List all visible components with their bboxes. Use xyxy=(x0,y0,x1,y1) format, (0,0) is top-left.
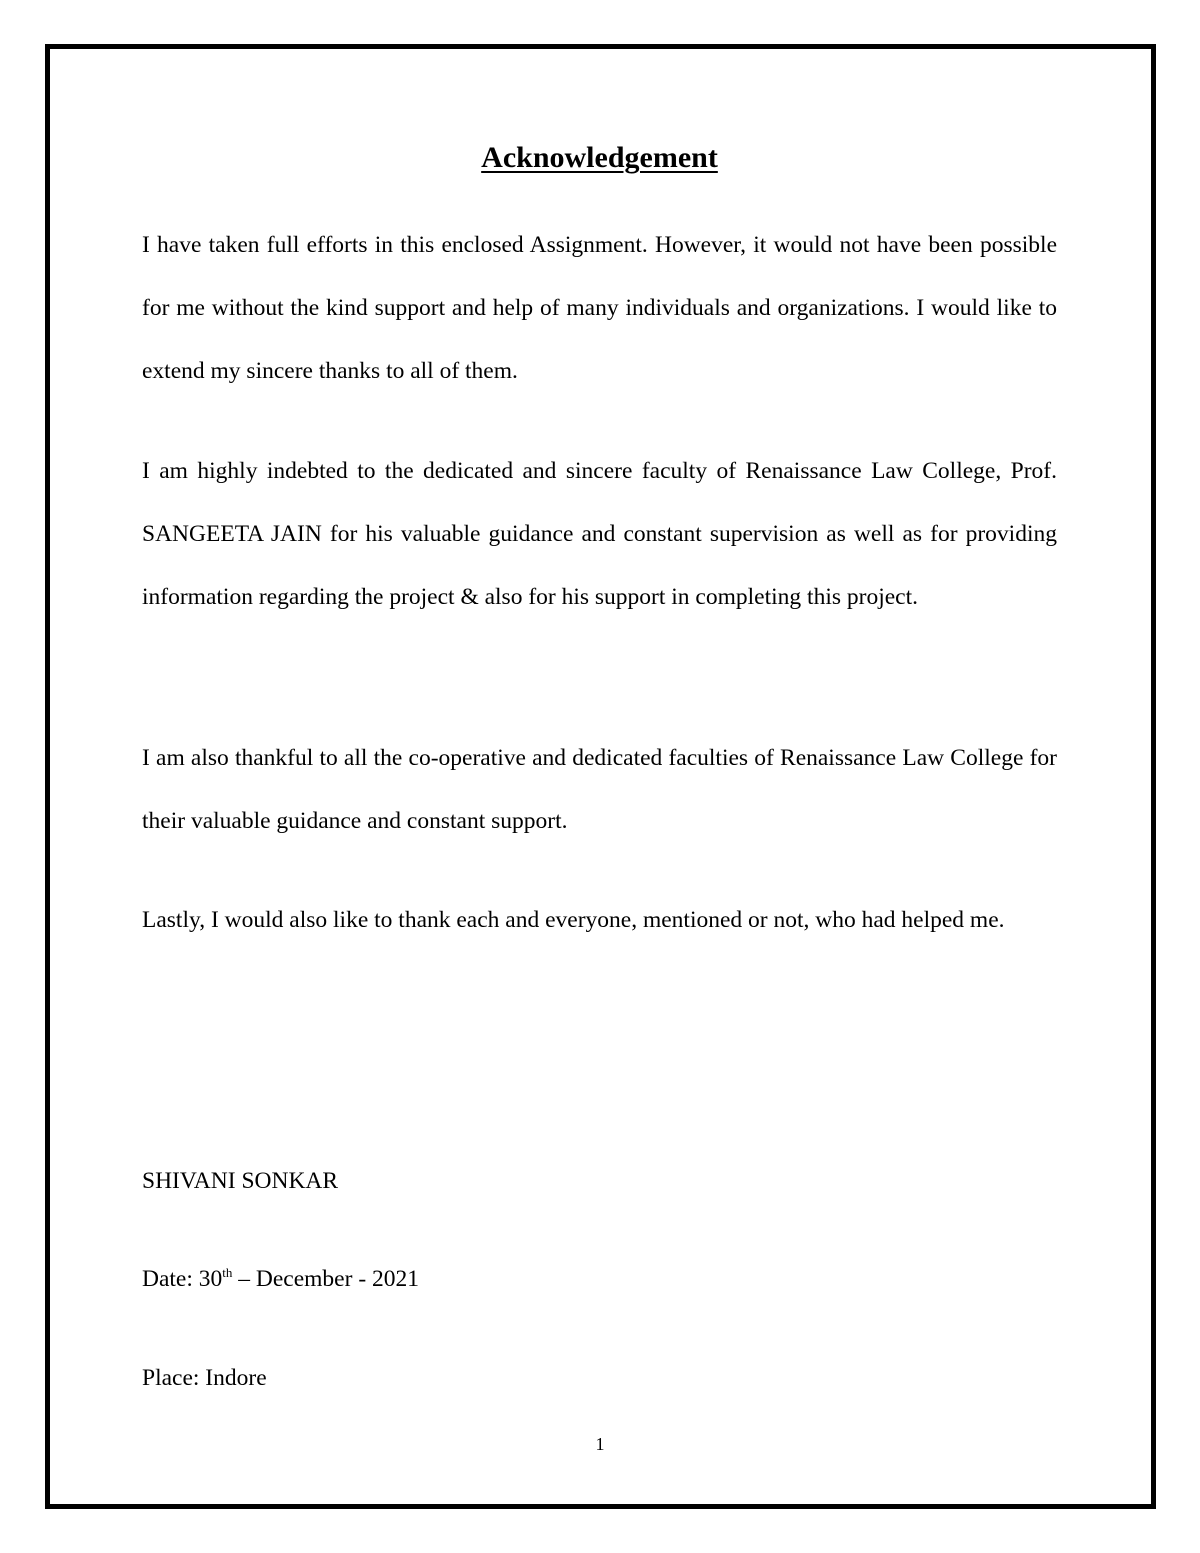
paragraph-faculty-guide: I am highly indebted to the dedicated and sincere faculty of Renaissance Law College, Prof. SANGEETA JAIN for his valuable guidance and constant supervision as well as for providing information regarding the project & also for his support in completing this project. xyxy=(142,458,1057,610)
paragraph-closing: Lastly, I would also like to thank each and everyone, mentioned or not, who had helped me. xyxy=(142,907,1005,933)
date-line xyxy=(142,1264,419,1294)
page-title: Acknowledgement xyxy=(481,141,718,174)
date-prefix: Date: 30 xyxy=(142,1266,223,1292)
paragraph-efforts: I have taken full efforts in this enclosed Assignment. However, it would not have been possible for me without the kind support and help of many individuals and organizations. I would like to extend my sincere thanks to all of them. xyxy=(142,232,1057,384)
date-superscript: th xyxy=(222,1265,233,1281)
date-suffix: – December - 2021 xyxy=(232,1266,420,1292)
page-number: 1 xyxy=(595,1434,605,1454)
author-name: SHIVANI SONKAR xyxy=(142,1168,339,1194)
place-line: Place: Indore xyxy=(142,1365,267,1391)
paragraph-faculties-thanks: I am also thankful to all the co-operative and dedicated faculties of Renaissance Law College for their valuable guidance and constant support. xyxy=(142,745,1057,834)
